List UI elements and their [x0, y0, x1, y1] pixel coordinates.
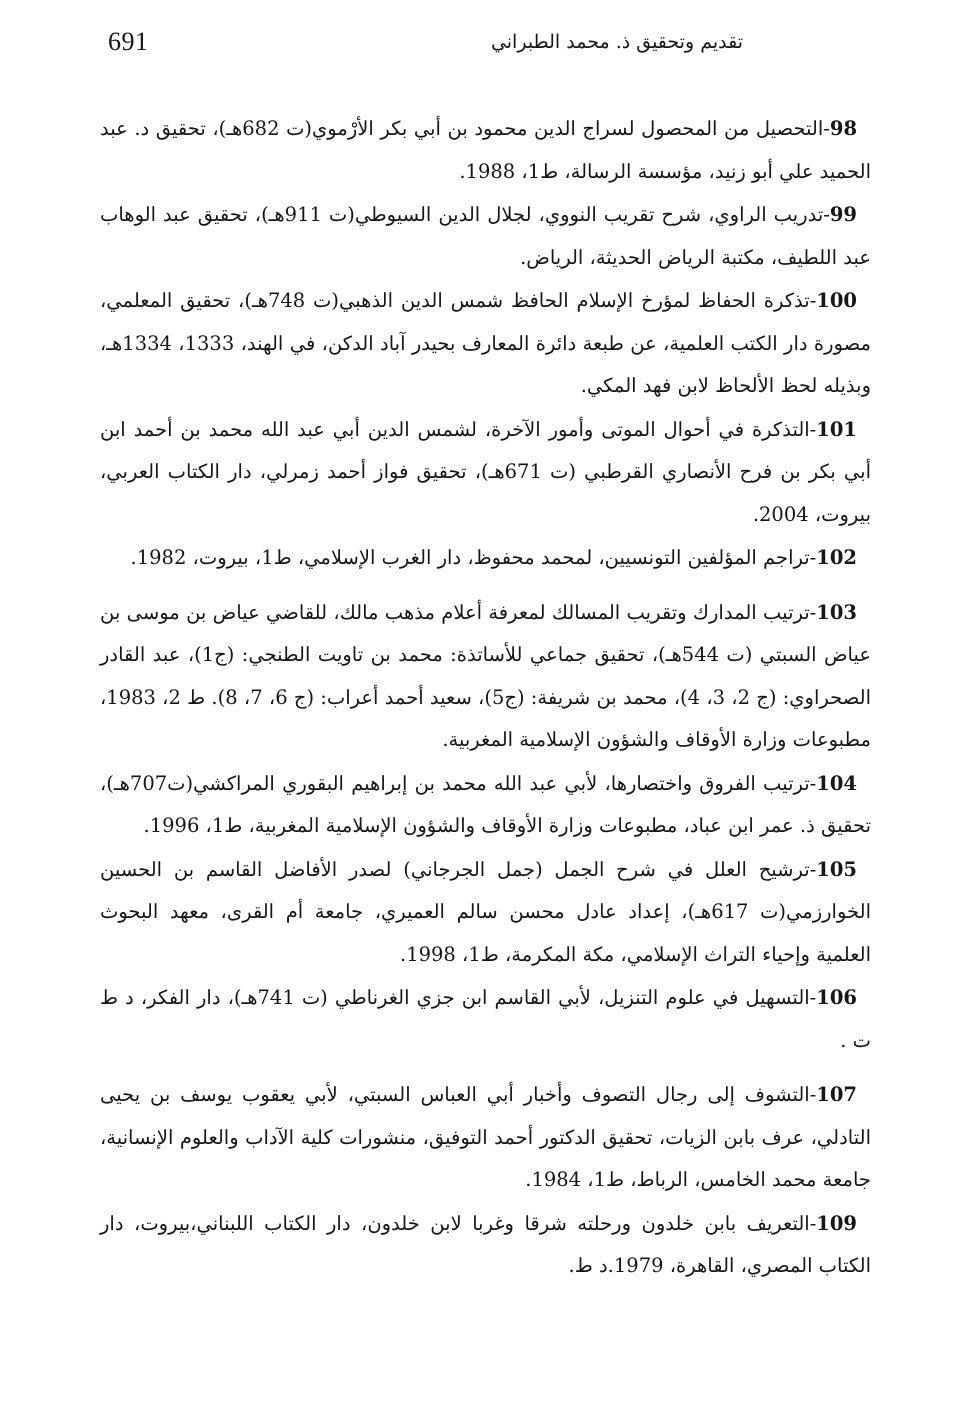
bibliography-entry [100, 409, 871, 537]
entry-number: 101 [816, 417, 857, 441]
entry-number: 107 [816, 1083, 857, 1106]
entry-number: 106 [816, 986, 857, 1009]
bibliography-entry [100, 592, 871, 762]
page-header [108, 22, 743, 62]
entry-text: -تراجم المؤلفين التونسيين، لمحمد محفوظ، دار الغرب الإسلامي، ط1، بيروت، 1982. [130, 546, 817, 569]
entry-text: -ترتيب الفروق واختصارها، لأبي عبد الله محمد بن إبراهيم البقوري المراكشي(ت707هـ)، تحقيق ذ. عمر ابن عباد، مطبوعات وزارة الأوقاف والشؤون الإسلامية المغربية، ط1، 1996. [100, 771, 871, 837]
bibliography-entry [100, 1074, 871, 1202]
bibliography-entry [100, 1203, 871, 1288]
bibliography-entry [100, 537, 871, 580]
bibliography-entry [100, 194, 871, 279]
entry-text: -التحصيل من المحصول لسراج الدين محمود بن أبي بكر الأرْموي(ت 682هـ)، تحقيق د. عبد الحميد علي أبو زنيد، مؤسسة الرسالة، ط1، 1988. [100, 117, 871, 183]
entry-text: -التشوف إلى رجال التصوف وأخبار أبي العباس السبتي، لأبي يعقوب يوسف بن يحيى التادلي، عرف بابن الزيات، تحقيق الدكتور أحمد التوفيق، منشورات كلية الآداب والعلوم الإنسانية، جامعة محمد الخامس، الرباط، ط1، 1984. [100, 1083, 871, 1191]
bibliography-entry [100, 849, 871, 977]
running-title: تقديم وتحقيق ذ. محمد الطبراني [490, 31, 743, 53]
entry-text: -التسهيل في علوم التنزيل، لأبي القاسم ابن جزي الغرناطي (ت 741هـ)، دار الفكر، د ط ت . [100, 986, 871, 1052]
entry-number: 99 [829, 203, 857, 226]
entry-number: 102 [816, 546, 857, 569]
entry-text: -ترتيب المدارك وتقريب المسالك لمعرفة أعلام مذهب مالك، للقاضي عياض بن موسى بن عياض السبتي (ت 544هـ)، تحقيق جماعي للأساتذة: محمد بن تاويت الطنجي: (ج1)، عبد القادر الصحراوي: (ج 2، 3، 4)، محمد بن شريفة: (ج5)، سعيد أحمد أعراب: (ج 6، 7، 8). ط 2، 1983، مطبوعات وزارة الأوقاف والشؤون الإسلامية المغربية. [100, 600, 871, 751]
bibliography-entry [100, 108, 871, 193]
entry-text: -تدريب الراوي، شرح تقريب النووي، لجلال الدين السيوطي(ت 911هـ)، تحقيق عبد الوهاب عبد اللطيف، مكتبة الرياض الحديثة، الرياض. [100, 203, 871, 269]
bibliography-entry [100, 280, 871, 408]
entry-text: -التذكرة في أحوال الموتى وأمور الآخرة، لشمس الدين أبي عبد الله محمد بن أحمد ابن أبي بكر بن فرح الأنصاري القرطبي (ت 671هـ)، تحقيق فواز أحمد زمرلي، دار الكتاب العربي، بيروت، 2004. [100, 417, 871, 526]
entry-text: -التعريف بابن خلدون ورحلته شرقا وغربا لابن خلدون، دار الكتاب اللبناني،بيروت، دار الكتاب المصري، القاهرة، 1979.د ط. [100, 1211, 871, 1277]
entry-number: 104 [816, 771, 857, 795]
page-number: 691 [108, 27, 149, 56]
entry-text: -ترشيح العلل في شرح الجمل (جمل الجرجاني) لصدر الأفاضل القاسم بن الحسين الخوارزمي(ت 617هـ)، إعداد عادل محسن سالم العميري، جامعة أم القرى، معهد البحوث العلمية وإحياء التراث الإسلامي، مكة المكرمة، ط1، 1998. [100, 857, 871, 966]
entry-number: 105 [816, 857, 857, 881]
entry-text: -تذكرة الحفاظ لمؤرخ الإسلام الحافظ شمس الدين الذهبي(ت 748هـ)، تحقيق المعلمي، مصورة دار الكتب العلمية، عن طبعة دائرة المعارف بحيدر آباد الدكن، في الهند، 1333، 1334هـ، وبذيله لحظ الألحاظ لابن فهد المكي. [100, 289, 871, 397]
bibliography-list [100, 108, 871, 1289]
bibliography-entry [100, 763, 871, 848]
bibliography-entry [100, 977, 871, 1062]
entry-number: 109 [816, 1211, 857, 1235]
entry-number: 98 [829, 117, 858, 140]
entry-number: 100 [816, 289, 857, 312]
entry-number: 103 [816, 600, 857, 624]
